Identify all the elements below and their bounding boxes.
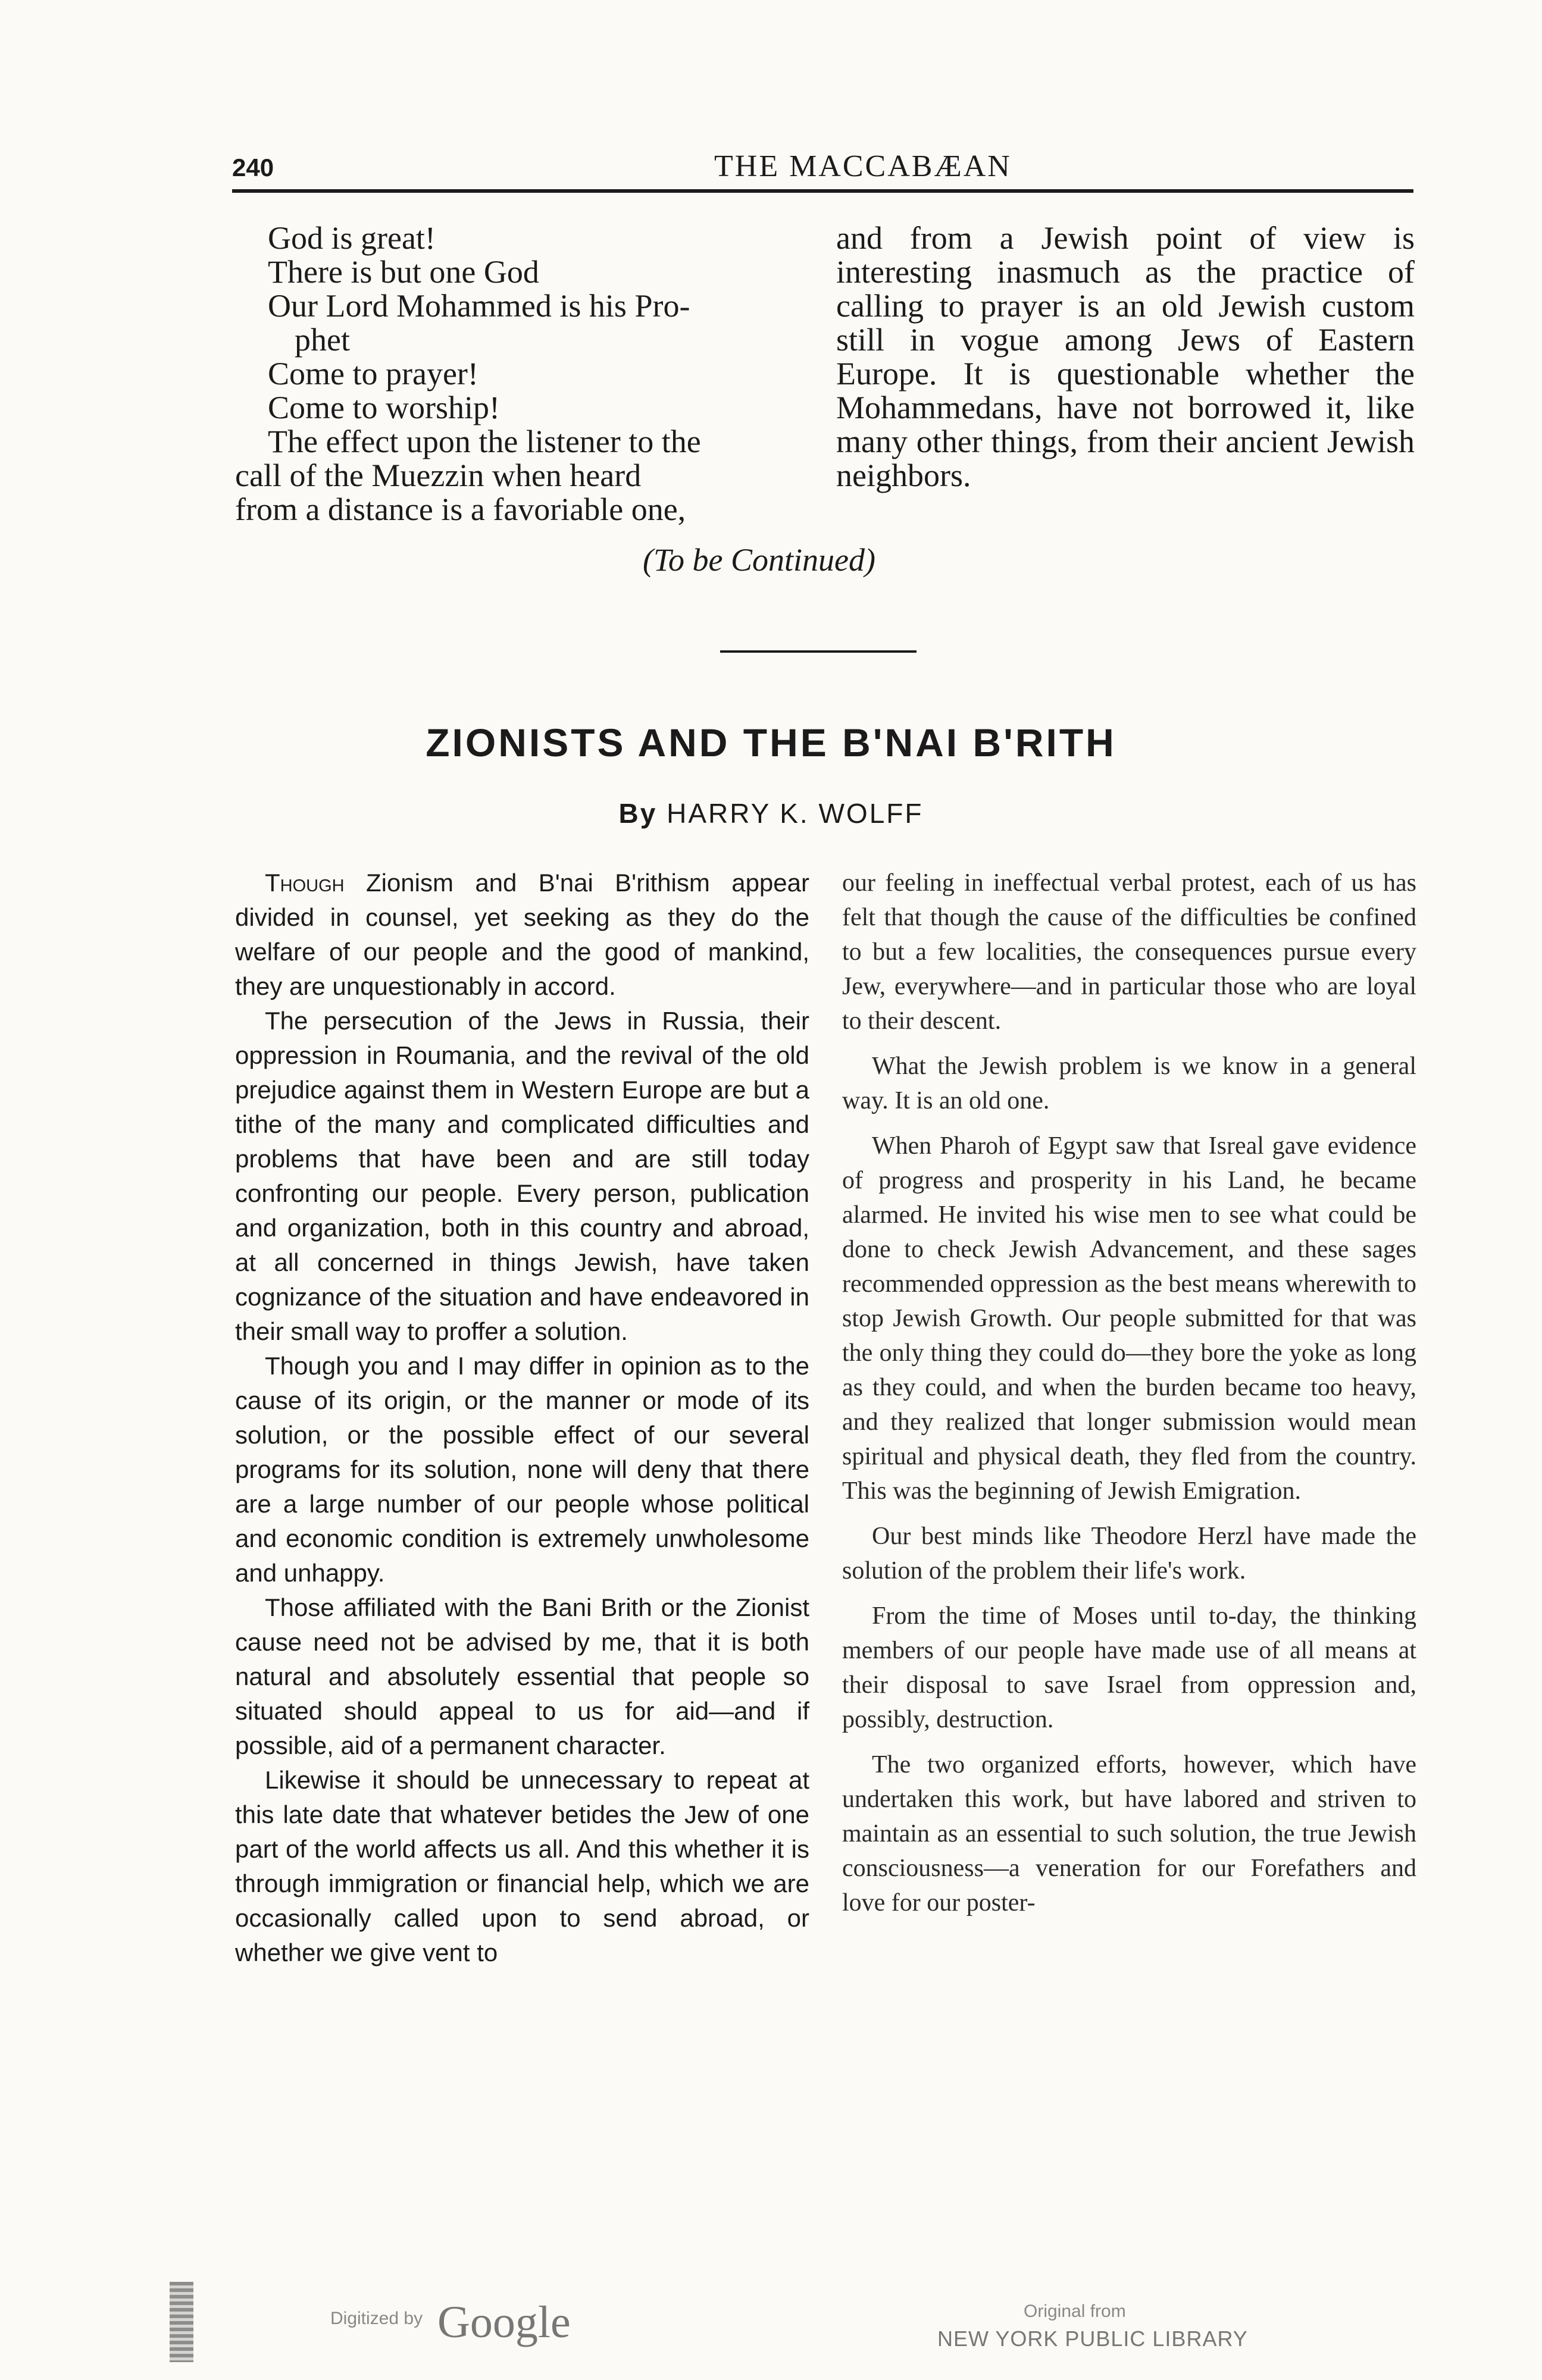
- article-title: ZIONISTS AND THE B'NAI B'RITH: [426, 721, 1116, 765]
- paragraph: Though you and I may differ in opinion as to the cause of its origin, or the manner or mode of its solution, or the possible effect of our several programs for its solution, none will deny that there are a large number of our people whose political and economic condition is extremely unwholesome and unhappy.: [235, 1352, 809, 1587]
- section-divider: [720, 650, 917, 653]
- google-logo: Google: [437, 2297, 571, 2347]
- body-line: from a distance is a favoriable one,: [235, 491, 686, 527]
- prev-article-right-column: [836, 221, 1415, 493]
- paragraph: The two organized efforts, however, which have undertaken this work, but have labored and striven to maintain as an essential to such solution, the true Jewish consciousness—a veneration for our Forefathers and love for our poster-: [842, 1751, 1416, 1916]
- digitized-by-label: Digitized by: [330, 2309, 423, 2328]
- scan-artifact: [170, 2282, 193, 2362]
- continued-note: (To be Continued): [643, 542, 875, 578]
- paragraph: Those affiliated with the Bani Brith or the Zionist cause need not be advised by me, that it is both natural and absolutely essential that people so situated should appeal to us for aid—and if possible, aid of a permanent character.: [235, 1593, 809, 1759]
- page-number: 240: [232, 154, 274, 181]
- paragraph: [235, 866, 809, 1004]
- call-line: Come to prayer!: [268, 356, 478, 392]
- paragraph: Our best minds like Theodore Herzl have made the solution of the problem their life's work.: [842, 1523, 1416, 1584]
- paragraph: Likewise it should be unnecessary to repeat at this late date that whatever betides the Jew of one part of the world affects us all. And this whether it is through immigration or financial help, which we are occasionally called upon to send abroad, or whether we give vent to: [235, 1766, 809, 1966]
- byline-author: HARRY K. WOLFF: [667, 798, 924, 829]
- header-rule: [232, 189, 1413, 193]
- call-line: Come to worship!: [268, 390, 500, 425]
- call-line: Our Lord Mohammed is his Pro-: [268, 288, 690, 324]
- body-line: The effect upon the listener to the: [268, 424, 701, 459]
- call-line: phet: [295, 322, 350, 358]
- original-from-label: Original from: [1024, 2301, 1126, 2321]
- library-name: NEW YORK PUBLIC LIBRARY: [937, 2326, 1248, 2351]
- paragraph-text: Zionism and B'nai B'rithism appear divided in counsel, yet seeking as they do the welfare of our people and the good of mankind, they are unquestionably in accord.: [235, 869, 809, 1000]
- prev-article-left-column: [235, 221, 800, 527]
- byline: [0, 797, 1542, 829]
- paragraph: From the time of Moses until to-day, the thinking members of our people have made use of all means at their disposal to save Israel from oppression and, possibly, destruction.: [842, 1602, 1416, 1733]
- call-line: God is great!: [268, 220, 436, 256]
- byline-prefix: By: [618, 798, 658, 829]
- paragraph: What the Jewish problem is we know in a general way. It is an old one.: [842, 1053, 1416, 1114]
- body-line: call of the Muezzin when heard: [235, 458, 642, 493]
- article-right-column: [842, 866, 1416, 1920]
- paragraph: When Pharoh of Egypt saw that Isreal gave evidence of progress and prosperity in his Land, he became alarmed. He invited his wise men to see what could be done to check Jewish Advancement, and these sages recommended oppression as the best means wherewith to stop Jewish Growth. Our people submitted for that was the only thing they could do—they bore the yoke as long as they could, and when the burden became too heavy, and they realized that longer submission would mean spiritual and physical death, they fled from the country. This was the beginning of Jewish Emigration.: [842, 1132, 1416, 1505]
- article-left-column: [235, 866, 809, 1970]
- call-line: There is but one God: [268, 254, 539, 290]
- paragraph: The persecution of the Jews in Russia, their oppression in Roumania, and the revival of the old prejudice against them in Western Europe are but a tithe of the many and complicated difficulties and problems that have been and are still today confronting our people. Every person, publication and organization, both in this country and abroad, at all concerned in things Jewish, have taken cognizance of the situation and have endeavored in their small way to proffer a solution.: [235, 1007, 809, 1345]
- lead-word: Though: [265, 869, 345, 897]
- paragraph: and from a Jewish point of view is interesting inasmuch as the practice of calling to prayer is an old Jewish custom still in vogue among Jews of Eastern Europe. It is questionable whether the Mohammedans, have not borrowed it, like many other things, from their ancient Jewish neighbors.: [836, 220, 1415, 493]
- running-head: THE MACCABÆAN: [714, 149, 1012, 183]
- paragraph: our feeling in ineffectual verbal protest, each of us has felt that though the cause of the difficulties be confined to but a few localities, the consequences pursue every Jew, everywhere—and in particular those who are loyal to their descent.: [842, 869, 1416, 1035]
